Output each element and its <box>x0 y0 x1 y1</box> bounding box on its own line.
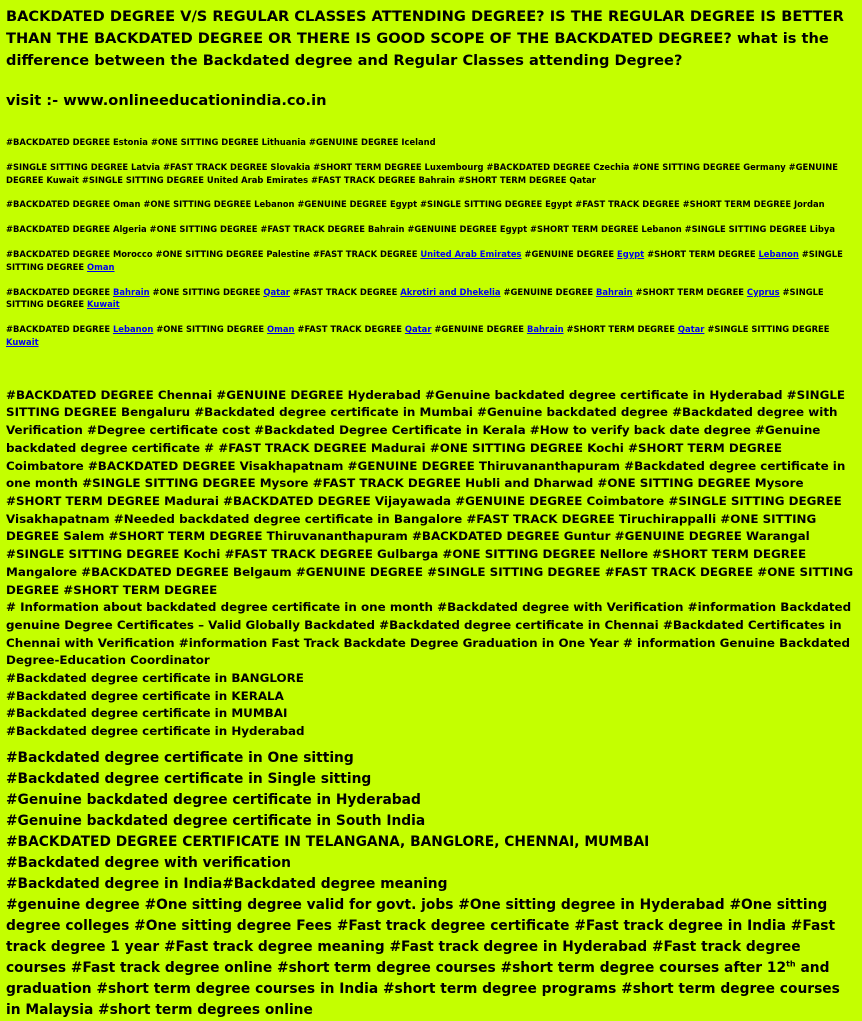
list-item: #Backdated degree certificate in Single sitting <box>6 771 372 788</box>
tag-text: #SINGLE SITTING DEGREE <box>6 248 843 272</box>
link-kuwait[interactable]: Kuwait <box>6 336 39 347</box>
superscript-th: th <box>786 959 796 969</box>
tag-text: #ONE SITTING DEGREE <box>153 324 268 335</box>
list-item: #Backdated degree certificate in One sitting <box>6 750 354 767</box>
link-cyprus[interactable]: Cyprus <box>746 286 780 297</box>
list-item: #Backdated degree certificate in KERALA <box>6 688 284 703</box>
list-item: #BACKDATED DEGREE CERTIFICATE IN TELANGANA, BANGLORE, CHENNAI, MUMBAI <box>6 834 650 851</box>
tag-text: #FAST TRACK DEGREE <box>289 286 401 297</box>
tag-text: #SINGLE SITTING DEGREE <box>704 324 830 335</box>
list-item: #Backdated degree certificate in MUMBAI <box>6 706 288 721</box>
list-item: #Backdated degree certificate in BANGLORE <box>6 671 304 686</box>
tag-paragraph-7 <box>6 323 856 349</box>
tag-text: #GENUINE DEGREE <box>521 248 617 259</box>
tag-paragraph-5 <box>6 248 856 274</box>
link-akrotiri-and-dhekelia[interactable]: Akrotiri and Dhekelia <box>400 286 501 297</box>
link-lebanon[interactable]: Lebanon <box>112 324 154 335</box>
link-oman[interactable]: Oman <box>267 324 295 335</box>
page-heading: BACKDATED DEGREE V/S REGULAR CLASSES ATTENDING DEGREE? IS THE REGULAR DEGREE IS BETTER THAN THE BACKDATED DEGREE OR THERE IS GOOD SCOPE OF THE BACKDATED DEGREE? what is the difference between the Backdated degree and Regular Classes attending Degree? <box>6 8 844 69</box>
tag-text: #ONE SITTING DEGREE <box>149 286 264 297</box>
list-item: #Backdated degree with verification <box>6 855 291 872</box>
link-kuwait[interactable]: Kuwait <box>87 299 120 310</box>
final-tag-text-end: and graduation #short term degree courses in India #short term degree programs #short term degree courses in Malaysia #short term degrees online <box>6 960 840 1019</box>
tag-paragraph-2: #SINGLE SITTING DEGREE Latvia #FAST TRACK DEGREE Slovakia #SHORT TERM DEGREE Luxembourg #BACKDATED DEGREE Czechia #ONE SITTING DEGREE Germany #GENUINE DEGREE Kuwait #SINGLE SITTING DEGREE United Arab Emirates #FAST TRACK DEGREE Bahrain #SHORT TERM DEGREE Qatar <box>6 161 838 185</box>
tag-text: #FAST TRACK DEGREE <box>294 324 405 335</box>
link-egypt[interactable]: Egypt <box>616 248 645 259</box>
list-item: #Backdated degree in India#Backdated degree meaning <box>6 876 448 893</box>
link-qatar[interactable]: Qatar <box>677 324 705 335</box>
final-tag-text: #genuine degree #One sitting degree valid for govt. jobs #One sitting degree in Hyderabad #One sitting degree colleges #One sitting degree Fees #Fast track degree certificate #Fast track degree in India #Fast track degree 1 year #Fast track degree meaning #Fast track degree in Hyderabad #Fast track degree courses #Fast track degree online #short term degree courses #short term degree courses after 12 <box>6 897 836 977</box>
link-qatar[interactable]: Qatar <box>404 324 432 335</box>
link-bahrain[interactable]: Bahrain <box>526 324 564 335</box>
visit-website-text: visit :- www.onlineeducationindia.co.in <box>6 92 327 109</box>
scroll-clipped-list <box>6 670 856 744</box>
tag-paragraph-6 <box>6 286 856 312</box>
link-oman[interactable]: Oman <box>87 261 115 272</box>
tag-text: #BACKDATED DEGREE <box>6 324 113 335</box>
tag-paragraph-information: # Information about backdated degree certificate in one month #Backdated degree with Verification #information Backdated genuine Degree Certificates – Valid Globally Backdated #Backdated degree certificate in Chennai #Backdated Certificates in Chennai with Verification #information Fast Track Backdate Degree Graduation in One Year # information Genuine Backdated Degree-Education Coordinator <box>6 600 852 668</box>
tag-paragraph-4: #BACKDATED DEGREE Algeria #ONE SITTING DEGREE #FAST TRACK DEGREE Bahrain #GENUINE DEGREE Egypt #SHORT TERM DEGREE Lebanon #SINGLE SITTING DEGREE Libya <box>6 224 835 235</box>
list-item: #Genuine backdated degree certificate in South India <box>6 813 426 830</box>
tag-text: #SHORT TERM DEGREE <box>644 248 759 259</box>
link-united-arab-emirates[interactable]: United Arab Emirates <box>420 248 522 259</box>
tag-paragraph-cities: #BACKDATED DEGREE Chennai #GENUINE DEGREE Hyderabad #Genuine backdated degree certificate in Hyderabad #SINGLE SITTING DEGREE Bengaluru #Backdated degree certificate in Mumbai #Genuine backdated degree #Backdated degree with Verification #Degree certificate cost #Backdated Degree Certificate in Kerala #How to verify back date degree #Genuine backdated degree certificate # #FAST TRACK DEGREE Madurai #ONE SITTING DEGREE Kochi #SHORT TERM DEGREE Coimbatore #BACKDATED DEGREE Visakhapatnam #GENUINE DEGREE Thiruvananthapuram #Backdated degree certificate in one month #SINGLE SITTING DEGREE Mysore #FAST TRACK DEGREE Hubli and Dharwad #ONE SITTING DEGREE Mysore #SHORT TERM DEGREE Madurai #BACKDATED DEGREE Vijayawada #GENUINE DEGREE Coimbatore #SINGLE SITTING DEGREE Visakhapatnam #Needed backdated degree certificate in Bangalore #FAST TRACK DEGREE Tiruchirappalli #ONE SITTING DEGREE Salem #SHORT TERM DEGREE Thiruvananthapuram #BACKDATED DEGREE Guntur #GENUINE DEGREE Warangal #SINGLE SITTING DEGREE Kochi #FAST TRACK DEGREE Gulbarga #ONE SITTING DEGREE Nellore #SHORT TERM DEGREE Mangalore #BACKDATED DEGREE Belgaum #GENUINE DEGREE #SINGLE SITTING DEGREE #FAST TRACK DEGREE #ONE SITTING DEGREE #SHORT TERM DEGREE <box>6 387 854 597</box>
tag-paragraph-1: #BACKDATED DEGREE Estonia #ONE SITTING DEGREE Lithuania #GENUINE DEGREE Iceland <box>6 137 436 147</box>
tag-text: #GENUINE DEGREE <box>500 286 597 297</box>
tag-text: #BACKDATED DEGREE Morocco #ONE SITTING DEGREE Palestine #FAST TRACK DEGREE <box>6 248 421 259</box>
list-item: #Backdated degree certificate in Hyderabad <box>6 724 305 739</box>
link-bahrain[interactable]: Bahrain <box>596 286 633 297</box>
link-qatar[interactable]: Qatar <box>263 286 290 297</box>
tag-paragraph-3: #BACKDATED DEGREE Oman #ONE SITTING DEGREE Lebanon #GENUINE DEGREE Egypt #SINGLE SITTING DEGREE Egypt #FAST TRACK DEGREE #SHORT TERM DEGREE Jordan <box>6 199 825 210</box>
tag-text: #GENUINE DEGREE <box>431 324 527 335</box>
link-bahrain[interactable]: Bahrain <box>112 286 150 297</box>
final-tag-paragraph <box>6 895 856 1021</box>
tag-text: #SHORT TERM DEGREE <box>632 286 747 297</box>
list-item: #Genuine backdated degree certificate in Hyderabad <box>6 792 421 809</box>
tag-text: #BACKDATED DEGREE <box>6 286 113 297</box>
link-lebanon[interactable]: Lebanon <box>758 248 799 259</box>
tag-text: #SINGLE SITTING DEGREE <box>6 286 824 310</box>
tag-text: #SHORT TERM DEGREE <box>563 324 678 335</box>
